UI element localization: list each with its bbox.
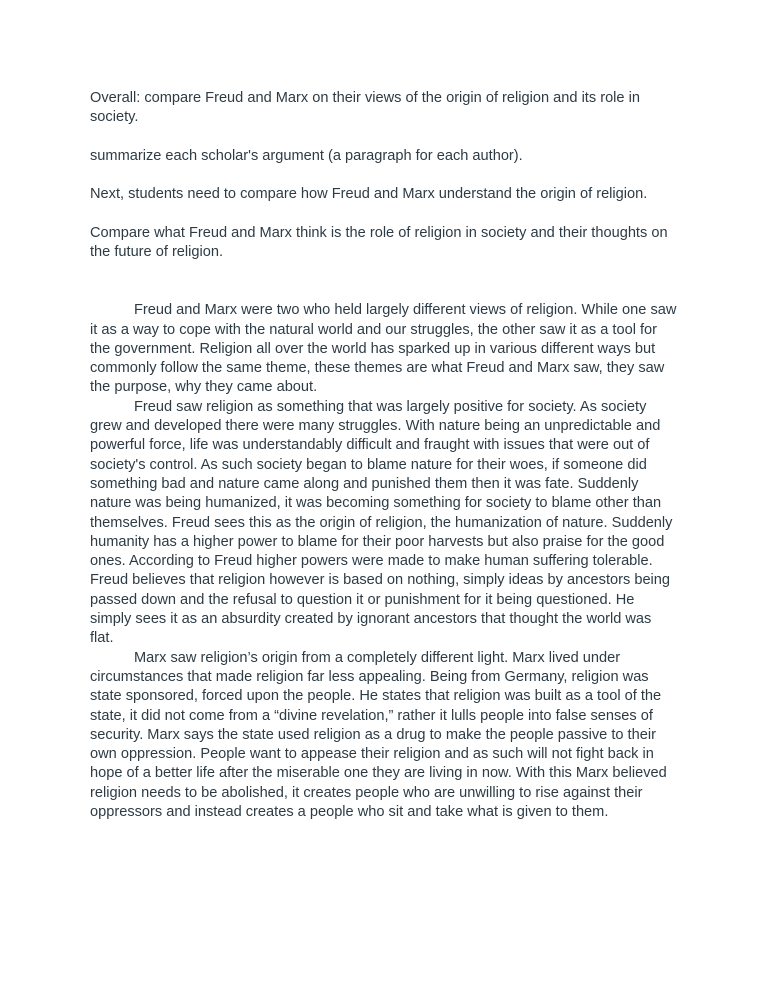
document-page (90, 89, 678, 822)
blank-line (90, 282, 678, 301)
prompt-summarize: summarize each scholar's argument (a paragraph for each author). (90, 147, 523, 164)
prompt-compare-role: Compare what Freud and Marx think is the role of religion in society and their thoughts on the future of religion. (90, 225, 668, 261)
essay-paragraph-marx: Marx saw religion’s origin from a completely different light. Marx lived under circumstances that made religion far less appealing. Being from Germany, religion was state sponsored, forced upon the people. He states that religion was built as a tool of the state, it did not come from a “divine revelation,” rather it lulls people into false senses of security. Marx says the state used religion as a drug to make the people passive to their own oppression. People want to appease their religion and as such will not fight back in hope of a better life after the miserable one they are living in now. With this Marx believed religion needs to be abolished, it creates people who are unwilling to rise against their oppressors and instead creates a people who sit and take what is given to them. (90, 649, 667, 820)
essay-paragraph-freud: Freud saw religion as something that was largely positive for society. As society grew and developed there were many struggles. With nature being an unpredictable and powerful force, life was understandably difficult and fraught with issues that were out of society's control. As such society began to blame nature for their woes, if someone did something bad and nature came along and punished them then it was fate. Suddenly nature was being humanized, it was becoming something for society to blame other than themselves. Freud sees this as the origin of religion, the humanization of nature. Suddenly humanity has a higher power to blame for their poor harvests but also praise for the good ones. According to Freud higher powers were made to make human suffering tolerable. Freud believes that religion however is based on nothing, simply ideas by ancestors being passed down and the refusal to question it or punishment for it being questioned. He simply sees it as an absurdity created by ignorant ancestors that thought the world was flat. (90, 398, 673, 647)
essay-body (90, 301, 678, 822)
prompt-overall: Overall: compare Freud and Marx on their views of the origin of religion and its role in society. (90, 90, 640, 126)
prompt-compare-origin: Next, students need to compare how Freud and Marx understand the origin of religion. (90, 186, 648, 203)
essay-paragraph-intro: Freud and Marx were two who held largely different views of religion. While one saw it as a way to cope with the natural world and our struggles, the other saw it as a tool for the government. Religion all over the world has sparked up in various different ways but commonly follow the same theme, these themes are what Freud and Marx saw, they saw the purpose, why they came about. (90, 302, 677, 396)
